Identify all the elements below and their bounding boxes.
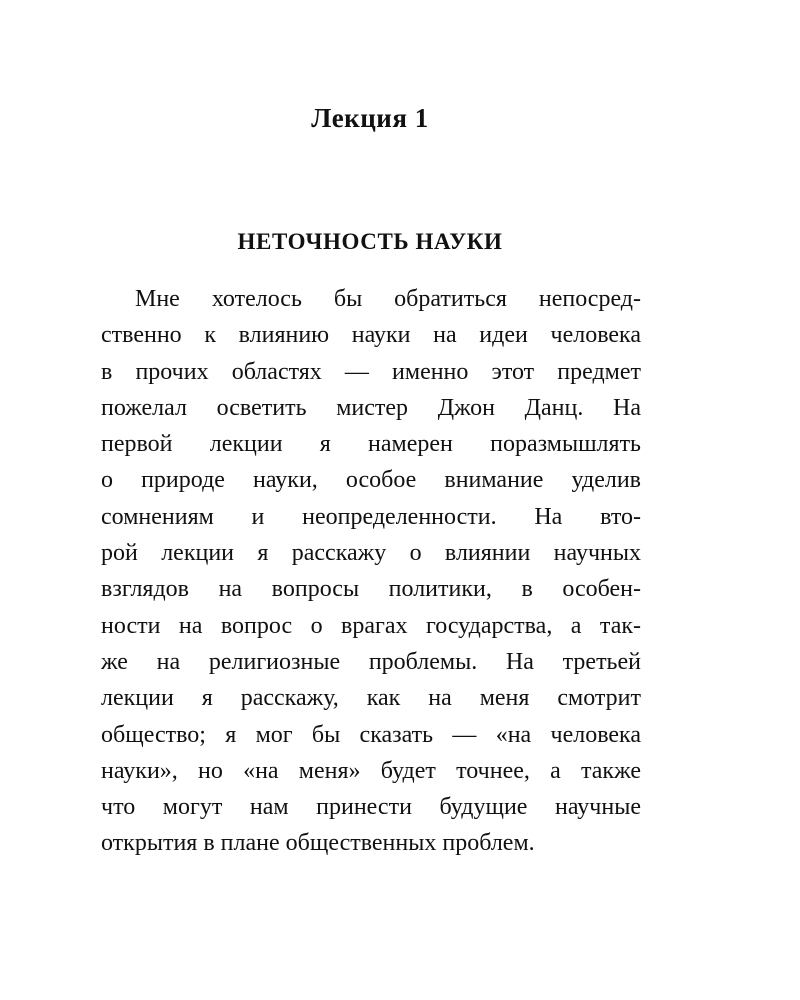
text-line: науки», но «на меня» будет точнее, а также xyxy=(101,757,641,784)
text-line: же на религиозные проблемы. На третьей xyxy=(101,648,641,675)
text-line: взглядов на вопросы политики, в особен- xyxy=(101,576,641,603)
text-line: общество; я мог бы сказать — «на человека xyxy=(101,721,641,748)
text-line: пожелал осветить мистер Джон Данц. На xyxy=(101,394,641,421)
text-line: первой лекции я намерен поразмышлять xyxy=(101,431,641,458)
text-line: в прочих областях — именно этот предмет xyxy=(101,358,641,385)
body-paragraph xyxy=(101,281,641,862)
text-line: Мне хотелось бы обратиться непосред- xyxy=(135,286,641,312)
text-line: о природе науки, особое внимание уделив xyxy=(101,467,641,494)
text-line: что могут нам принести будущие научные xyxy=(101,794,641,821)
text-line: лекции я расскажу, как на меня смотрит xyxy=(101,685,641,712)
text-line: открытия в плане общественных проблем. xyxy=(101,830,535,857)
text-line: ственно к влиянию науки на идеи человека xyxy=(101,322,641,349)
chapter-title: НЕТОЧНОСТЬ НАУКИ xyxy=(237,229,503,254)
text-line: сомнениям и неопределенности. На вто- xyxy=(101,503,641,530)
text-line: рой лекции я расскажу о влиянии научных xyxy=(101,540,641,567)
text-line: ности на вопрос о врагах государства, а так- xyxy=(101,612,641,639)
lecture-number-heading: Лекция 1 xyxy=(311,103,429,133)
